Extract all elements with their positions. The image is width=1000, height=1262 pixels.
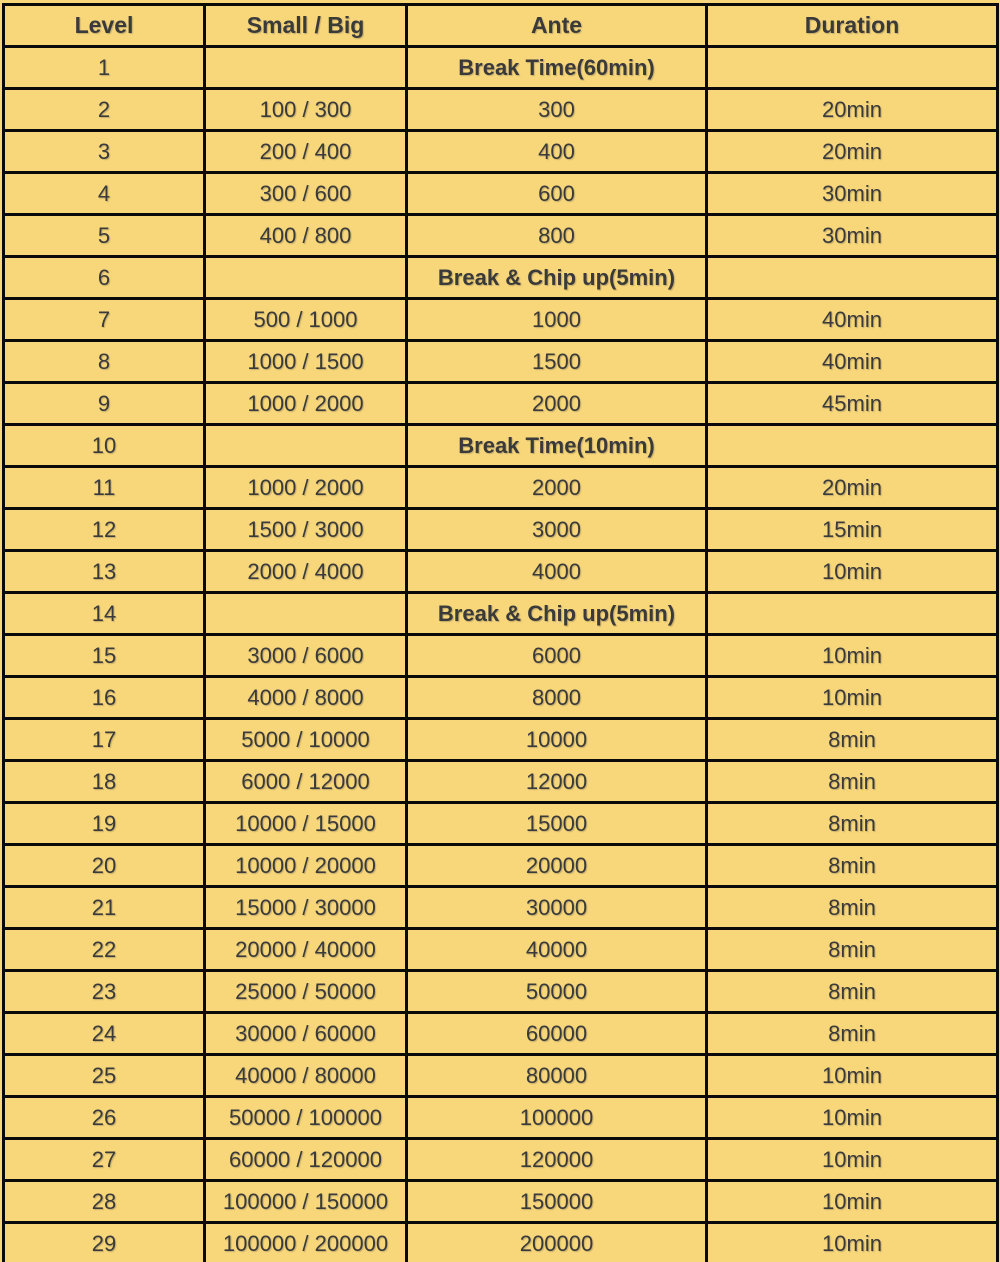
table-row — [4, 1097, 998, 1139]
ante-cell: 1000 — [407, 299, 707, 341]
small-big-cell: 40000 / 80000 — [205, 1055, 407, 1097]
duration-cell: 8min — [707, 1013, 998, 1055]
column-header-duration: Duration — [707, 5, 998, 47]
ante-cell: 10000 — [407, 719, 707, 761]
ante-cell: 15000 — [407, 803, 707, 845]
level-cell: 2 — [4, 89, 205, 131]
ante-cell: 8000 — [407, 677, 707, 719]
small-big-cell: 500 / 1000 — [205, 299, 407, 341]
level-cell: 16 — [4, 677, 205, 719]
ante-cell: 3000 — [407, 509, 707, 551]
column-header-small-big: Small / Big — [205, 5, 407, 47]
table-row — [4, 1055, 998, 1097]
blind-structure-table — [2, 3, 999, 1262]
header-row — [4, 5, 998, 47]
small-big-cell: 5000 / 10000 — [205, 719, 407, 761]
small-big-cell — [205, 257, 407, 299]
level-cell: 6 — [4, 257, 205, 299]
table-row — [4, 341, 998, 383]
duration-cell: 20min — [707, 131, 998, 173]
duration-cell: 10min — [707, 551, 998, 593]
duration-cell: 10min — [707, 1097, 998, 1139]
level-cell: 3 — [4, 131, 205, 173]
ante-cell: 200000 — [407, 1223, 707, 1262]
level-cell: 15 — [4, 635, 205, 677]
ante-cell: 80000 — [407, 1055, 707, 1097]
table-row — [4, 887, 998, 929]
duration-cell: 10min — [707, 1223, 998, 1262]
table-row — [4, 509, 998, 551]
small-big-cell: 2000 / 4000 — [205, 551, 407, 593]
table-row — [4, 929, 998, 971]
duration-cell: 20min — [707, 467, 998, 509]
small-big-cell: 100000 / 200000 — [205, 1223, 407, 1262]
duration-cell: 10min — [707, 635, 998, 677]
small-big-cell: 100 / 300 — [205, 89, 407, 131]
small-big-cell: 300 / 600 — [205, 173, 407, 215]
level-cell: 5 — [4, 215, 205, 257]
small-big-cell: 6000 / 12000 — [205, 761, 407, 803]
ante-cell: 4000 — [407, 551, 707, 593]
table-row — [4, 635, 998, 677]
table-body — [4, 47, 998, 1262]
table-row — [4, 467, 998, 509]
small-big-cell: 1000 / 2000 — [205, 383, 407, 425]
level-cell: 21 — [4, 887, 205, 929]
ante-cell: 2000 — [407, 383, 707, 425]
duration-cell: 45min — [707, 383, 998, 425]
level-cell: 27 — [4, 1139, 205, 1181]
table-row — [4, 1223, 998, 1262]
small-big-cell: 50000 / 100000 — [205, 1097, 407, 1139]
ante-cell: 120000 — [407, 1139, 707, 1181]
column-header-level: Level — [4, 5, 205, 47]
ante-cell: 60000 — [407, 1013, 707, 1055]
small-big-cell: 60000 / 120000 — [205, 1139, 407, 1181]
level-cell: 10 — [4, 425, 205, 467]
table-row — [4, 803, 998, 845]
duration-cell: 8min — [707, 887, 998, 929]
ante-cell: 40000 — [407, 929, 707, 971]
table-row — [4, 971, 998, 1013]
table-row — [4, 1139, 998, 1181]
level-cell: 9 — [4, 383, 205, 425]
level-cell: 22 — [4, 929, 205, 971]
duration-cell: 30min — [707, 215, 998, 257]
table-row — [4, 47, 998, 89]
duration-cell: 30min — [707, 173, 998, 215]
small-big-cell: 400 / 800 — [205, 215, 407, 257]
small-big-cell: 25000 / 50000 — [205, 971, 407, 1013]
table-row — [4, 719, 998, 761]
small-big-cell — [205, 47, 407, 89]
duration-cell — [707, 257, 998, 299]
small-big-cell: 3000 / 6000 — [205, 635, 407, 677]
table-row — [4, 761, 998, 803]
ante-cell: Break & Chip up(5min) — [407, 593, 707, 635]
small-big-cell: 30000 / 60000 — [205, 1013, 407, 1055]
level-cell: 11 — [4, 467, 205, 509]
level-cell: 17 — [4, 719, 205, 761]
table-row — [4, 299, 998, 341]
small-big-cell: 4000 / 8000 — [205, 677, 407, 719]
ante-cell: 50000 — [407, 971, 707, 1013]
duration-cell: 10min — [707, 677, 998, 719]
ante-cell: Break Time(60min) — [407, 47, 707, 89]
small-big-cell: 10000 / 15000 — [205, 803, 407, 845]
level-cell: 26 — [4, 1097, 205, 1139]
ante-cell: 600 — [407, 173, 707, 215]
duration-cell: 8min — [707, 719, 998, 761]
table-row — [4, 1013, 998, 1055]
small-big-cell — [205, 425, 407, 467]
ante-cell: Break & Chip up(5min) — [407, 257, 707, 299]
duration-cell — [707, 425, 998, 467]
table-row — [4, 131, 998, 173]
column-header-ante: Ante — [407, 5, 707, 47]
level-cell: 1 — [4, 47, 205, 89]
small-big-cell: 20000 / 40000 — [205, 929, 407, 971]
level-cell: 12 — [4, 509, 205, 551]
duration-cell: 40min — [707, 341, 998, 383]
duration-cell: 10min — [707, 1055, 998, 1097]
table-row — [4, 551, 998, 593]
level-cell: 19 — [4, 803, 205, 845]
level-cell: 24 — [4, 1013, 205, 1055]
level-cell: 7 — [4, 299, 205, 341]
ante-cell: Break Time(10min) — [407, 425, 707, 467]
table-row — [4, 173, 998, 215]
duration-cell: 15min — [707, 509, 998, 551]
ante-cell: 800 — [407, 215, 707, 257]
small-big-cell: 200 / 400 — [205, 131, 407, 173]
ante-cell: 1500 — [407, 341, 707, 383]
duration-cell: 8min — [707, 971, 998, 1013]
small-big-cell: 15000 / 30000 — [205, 887, 407, 929]
table-row — [4, 215, 998, 257]
level-cell: 8 — [4, 341, 205, 383]
level-cell: 23 — [4, 971, 205, 1013]
ante-cell: 150000 — [407, 1181, 707, 1223]
level-cell: 28 — [4, 1181, 205, 1223]
ante-cell: 12000 — [407, 761, 707, 803]
level-cell: 29 — [4, 1223, 205, 1262]
duration-cell — [707, 47, 998, 89]
duration-cell: 8min — [707, 761, 998, 803]
level-cell: 4 — [4, 173, 205, 215]
small-big-cell: 1000 / 2000 — [205, 467, 407, 509]
table-row — [4, 89, 998, 131]
duration-cell: 10min — [707, 1139, 998, 1181]
duration-cell: 8min — [707, 803, 998, 845]
ante-cell: 400 — [407, 131, 707, 173]
duration-cell: 8min — [707, 845, 998, 887]
duration-cell: 20min — [707, 89, 998, 131]
ante-cell: 2000 — [407, 467, 707, 509]
small-big-cell: 1500 / 3000 — [205, 509, 407, 551]
level-cell: 18 — [4, 761, 205, 803]
level-cell: 25 — [4, 1055, 205, 1097]
level-cell: 20 — [4, 845, 205, 887]
table-row — [4, 257, 998, 299]
duration-cell: 40min — [707, 299, 998, 341]
small-big-cell: 10000 / 20000 — [205, 845, 407, 887]
table-row — [4, 1181, 998, 1223]
small-big-cell: 1000 / 1500 — [205, 341, 407, 383]
duration-cell: 8min — [707, 929, 998, 971]
ante-cell: 20000 — [407, 845, 707, 887]
ante-cell: 100000 — [407, 1097, 707, 1139]
level-cell: 14 — [4, 593, 205, 635]
table-row — [4, 425, 998, 467]
table-row — [4, 383, 998, 425]
ante-cell: 6000 — [407, 635, 707, 677]
level-cell: 13 — [4, 551, 205, 593]
small-big-cell: 100000 / 150000 — [205, 1181, 407, 1223]
table-row — [4, 677, 998, 719]
ante-cell: 30000 — [407, 887, 707, 929]
duration-cell — [707, 593, 998, 635]
small-big-cell — [205, 593, 407, 635]
duration-cell: 10min — [707, 1181, 998, 1223]
ante-cell: 300 — [407, 89, 707, 131]
table-row — [4, 593, 998, 635]
table-row — [4, 845, 998, 887]
